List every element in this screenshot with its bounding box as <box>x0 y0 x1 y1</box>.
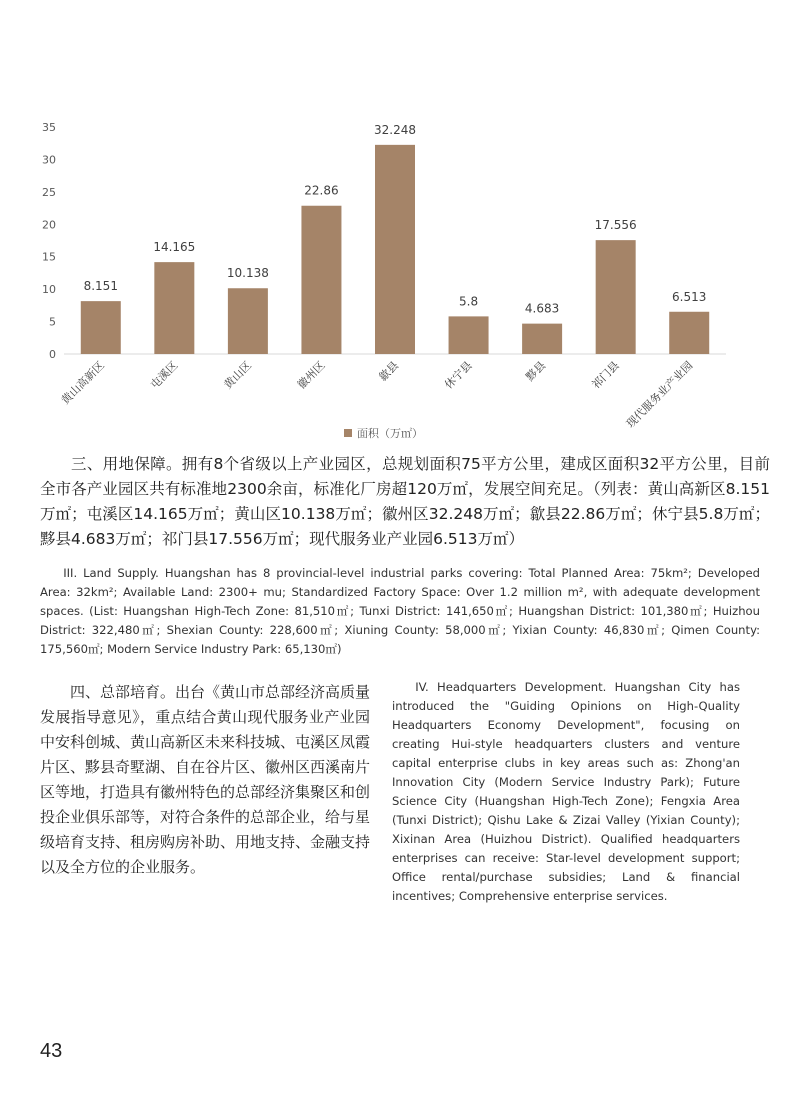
y-axis-ticks <box>42 121 56 361</box>
category-labels-group <box>58 358 695 430</box>
category-label: 休宁县 <box>442 358 475 392</box>
category-label: 歙县 <box>376 358 402 384</box>
y-tick-label: 0 <box>49 348 56 361</box>
y-tick-label: 10 <box>42 283 56 297</box>
data-label: 8.151 <box>83 279 118 294</box>
y-tick-label: 30 <box>42 153 56 167</box>
area-bar-chart <box>0 110 800 450</box>
legend-swatch <box>344 429 352 437</box>
bar <box>301 206 341 354</box>
bar <box>81 301 121 354</box>
legend-label: 面积（万㎡） <box>357 427 423 440</box>
category-label: 黄山高新区 <box>58 358 107 408</box>
data-label: 32.248 <box>374 122 416 137</box>
bar <box>522 324 562 354</box>
bar <box>375 145 415 354</box>
data-label: 22.86 <box>304 183 339 198</box>
bar <box>228 288 268 354</box>
data-label: 14.165 <box>153 240 196 255</box>
category-label: 黟县 <box>523 358 549 384</box>
data-label: 17.556 <box>594 218 637 233</box>
bar <box>596 240 636 354</box>
category-label: 黄山区 <box>221 358 255 392</box>
bar <box>449 316 489 354</box>
y-tick-label: 20 <box>42 218 56 232</box>
y-tick-label: 15 <box>42 250 56 264</box>
section3-chinese-paragraph: 三、用地保障。拥有8个省级以上产业园区，总规划面积75平方公里，建成区面积32平方公里，目前全市各产业园区共有标准地2300余亩，标准化厂房超120万㎡，发展空间充足。（列表：黄山高新区8.151万㎡；屯溪区14.165万㎡；黄山区10.138万㎡；徽州区32.248万㎡；歙县22.86万㎡；休宁县5.8万㎡；黟县4.683万㎡；祁门县17.556万㎡；现代服务业产业园6.513万㎡） <box>40 455 770 548</box>
category-label: 徽州区 <box>295 358 328 392</box>
data-label: 4.683 <box>524 301 560 316</box>
legend <box>344 426 423 440</box>
data-label: 10.138 <box>226 266 269 281</box>
bar <box>154 262 194 354</box>
section3-english-paragraph: III. Land Supply. Huangshan has 8 provincial-level industrial parks covering: Total Planned Area: 75km²; Developed Area: 32km²; Available Land: 2300+ mu; Standardized Factory Space: Over 1.2 million m², with adequate development spaces. (List: Huangshan High-Tech Zone: 81,510㎡; Tunxi District: 141,650㎡; Huangshan District: 101,380㎡; Huizhou District: 322,480㎡; Shexian County: 228,600㎡; Xiuning County: 58,000㎡; Yixian County: 46,830㎡; Qimen County: 175,560㎡; Modern Service Industry Park: 65,130㎡) <box>40 566 760 656</box>
category-label: 祁门县 <box>589 358 622 392</box>
category-label: 现代服务业产业园 <box>623 358 696 431</box>
section4-english-paragraph: IV. Headquarters Development. Huangshan City has introduced the "Guiding Opinions on High-Quality Headquarters Economy Development", focusing on creating Hui-style headquarters clusters and venture capital enterprise clubs in key areas such as: Zhong'an Innovation City (Modern Service Industry Park); Future Science City (Huangshan High-Tech Zone); Fengxia Area (Tunxi District); Qishu Lake & Zizai Valley (Yixian County); Xixinan Area (Huizhou District). Qualified headquarters enterprises can receive: Star-level development support; Office rental/purchase subsidies; Land & financial incentives; Comprehensive enterprise services. <box>392 680 740 903</box>
bar <box>669 312 709 354</box>
data-label: 5.8 <box>459 294 479 309</box>
data-label: 6.513 <box>672 289 707 304</box>
y-tick-label: 5 <box>49 315 56 329</box>
page-number: 43 <box>40 1040 63 1062</box>
y-tick-label: 35 <box>42 121 56 134</box>
category-label: 屯溪区 <box>147 358 181 392</box>
y-tick-label: 25 <box>42 185 56 199</box>
section4-chinese-paragraph: 四、总部培育。出台《黄山市总部经济高质量发展指导意见》，重点结合黄山现代服务业产业园中安科创城、黄山高新区未来科技城、屯溪区凤霞片区、黟县奇墅湖、自在谷片区、徽州区西溪南片区等地，打造具有徽州特色的总部经济集聚区和创投企业俱乐部等，对符合条件的总部企业，给与星级培育支持、租房购房补助、用地支持、金融支持以及全方位的企业服务。 <box>40 683 371 876</box>
